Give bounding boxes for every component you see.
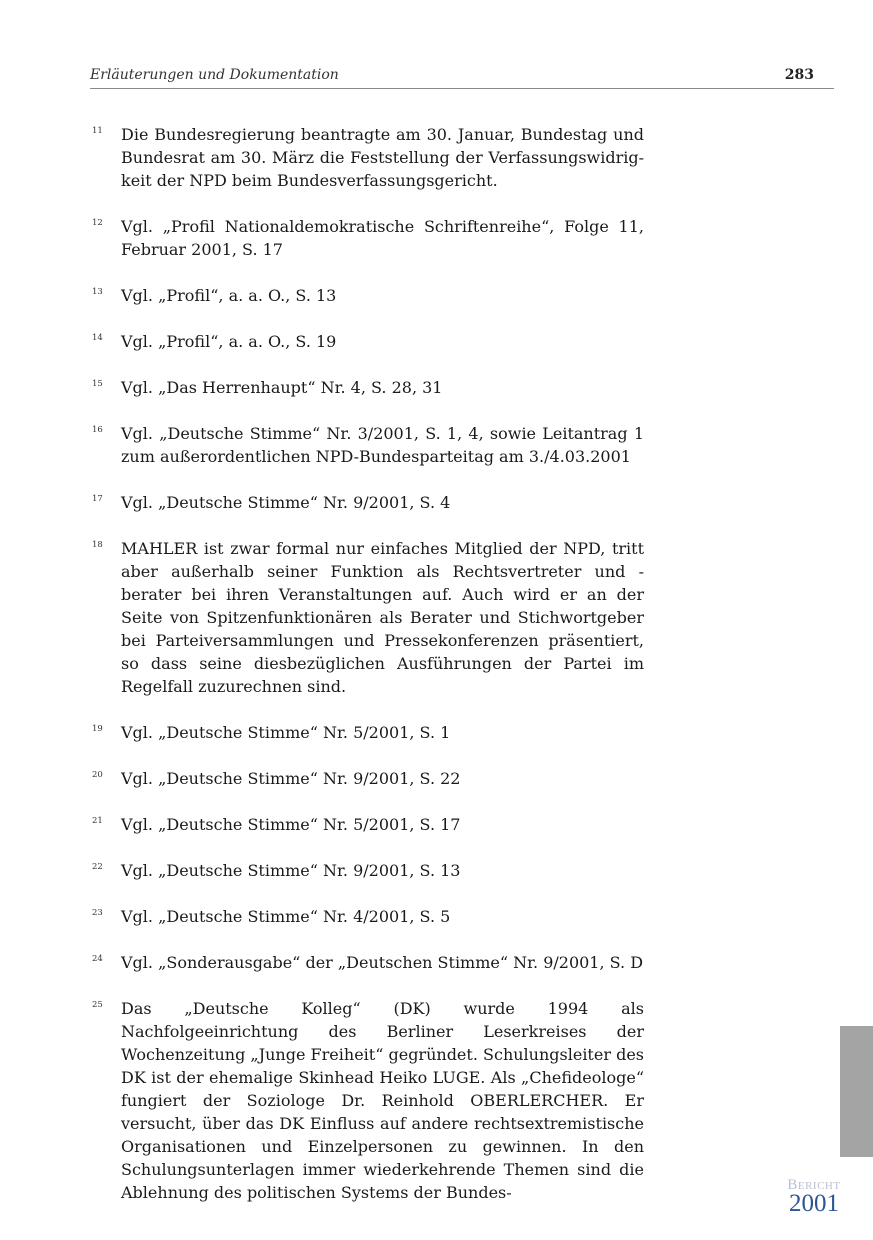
footnote-number: 15 [92,379,103,389]
footnote-text: Die Bundesregierung beantragte am 30. Januar, Bundestag und Bundesrat am 30. März die Feststellung der Verfassungswidrigkeit der NPD beim Bundesverfassungsgericht. [121,125,644,190]
footnote-number: 19 [92,724,103,734]
footnote [92,123,644,192]
logo-year: 2001 [789,1190,839,1217]
footnote [92,767,644,790]
footnote [92,537,644,698]
footnote-text: Vgl. „Deutsche Stimme“ Nr. 4/2001, S. 5 [121,907,451,926]
page-number: 283 [784,67,814,83]
footnote-text: Vgl. „Deutsche Stimme“ Nr. 5/2001, S. 1 [121,723,451,742]
footnote [92,813,644,836]
footnote-text: Vgl. „Deutsche Stimme“ Nr. 9/2001, S. 13 [121,861,461,880]
footnote-text: Vgl. „Deutsche Stimme“ Nr. 9/2001, S. 22 [121,769,461,788]
footnote-list [92,123,644,1227]
footnote-number: 21 [92,816,103,826]
footnote [92,491,644,514]
footnote-text: Vgl. „Profil“, a. a. O., S. 19 [121,332,337,351]
footnote [92,284,644,307]
running-header [90,66,834,89]
footnote-number: 11 [92,126,103,136]
footnote [92,376,644,399]
footnote [92,997,644,1204]
footnote-number: 16 [92,425,103,435]
footnote-number: 24 [92,954,103,964]
footnote-number: 12 [92,218,103,228]
footnote-number: 17 [92,494,103,504]
footnote [92,422,644,468]
footnote [92,721,644,744]
footnote [92,859,644,882]
footnote-number: 13 [92,287,103,297]
footnote-text: Vgl. „Deutsche Stimme“ Nr. 5/2001, S. 17 [121,815,461,834]
footnote-number: 25 [92,1000,103,1010]
footnote-text: Vgl. „Profil Nationaldemokratische Schriftenreihe“, Folge 11, Februar 2001, S. 17 [121,217,644,259]
footnote-text: Vgl. „Deutsche Stimme“ Nr. 9/2001, S. 4 [121,493,451,512]
logo-word: Bericht [787,1177,841,1193]
footnote-number: 20 [92,770,103,780]
footnote-text: Vgl. „Deutsche Stimme“ Nr. 3/2001, S. 1, 4, sowie Leitantrag 1 zum außerordentlichen NPD-Bundesparteitag am 3./4.03.2001 [121,424,644,466]
footnote-text: Vgl. „Das Herrenhaupt“ Nr. 4, S. 28, 31 [121,378,443,397]
footnote-number: 18 [92,540,103,550]
footnote [92,215,644,261]
footnote-number: 14 [92,333,103,343]
report-logo [778,1177,850,1215]
footnote-text: Vgl. „Profil“, a. a. O., S. 13 [121,286,337,305]
chapter-tab-marker [840,1026,873,1157]
header-title: Erläuterungen und Dokumentation [90,67,339,83]
footnote-text: Das „Deutsche Kolleg“ (DK) wurde 1994 als Nachfolgeeinrichtung des Berliner Leserkreises der Wochenzeitung „Junge Freiheit“ gegründet. Schulungsleiter des DK ist der ehemalige Skinhead Heiko LUGE. Als „Chefideologe“ fungiert der Soziologe Dr. Reinhold OBERLERCHER. Er versucht, über das DK Einfluss auf andere rechtsextremistische Organisationen und Einzelpersonen zu gewinnen. In den Schulungsunterlagen immer wiederkehrende Themen sind die Ablehnung des politischen Systems der Bundes- [121,999,644,1202]
footnote [92,951,644,974]
footnote-text: Vgl. „Sonderausgabe“ der „Deutschen Stimme“ Nr. 9/2001, S. D [121,953,644,972]
footnote-number: 22 [92,862,103,872]
footnote [92,330,644,353]
footnote [92,905,644,928]
footnote-text: MAHLER ist zwar formal nur einfaches Mitglied der NPD, tritt aber außerhalb seiner Funktion als Rechtsvertreter und -berater bei ihren Veranstaltungen auf. Auch wird er an der Seite von Spitzenfunktionären als Berater und Stichwortgeber bei Parteiversammlungen und Pressekonferenzen präsentiert, so dass seine diesbezüglichen Ausführungen der Partei im Regelfall zuzurechnen sind. [121,539,644,696]
footnote-number: 23 [92,908,103,918]
